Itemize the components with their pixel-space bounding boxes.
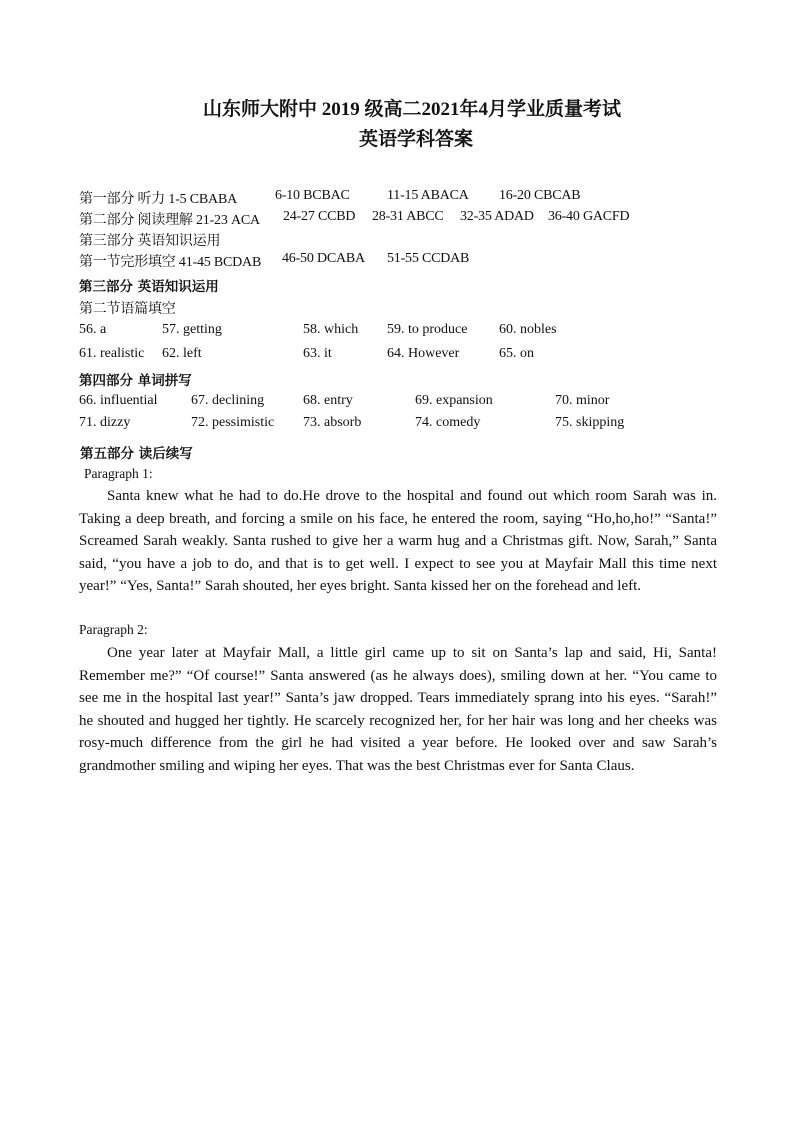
section2-label: 第二节语篇填空 <box>79 302 176 317</box>
fill-answer: 62. left <box>162 346 202 361</box>
part4-heading: 第四部分 单词拼写 <box>79 373 192 389</box>
spell-answer: 70. minor <box>555 393 610 408</box>
spell-answer: 71. dizzy <box>79 415 131 430</box>
fill-answer: 60. nobles <box>499 322 557 337</box>
fill-answer: 56. a <box>79 322 107 337</box>
spell-answer: 67. declining <box>191 393 265 408</box>
part3-heading: 第三部分 英语知识运用 <box>79 279 219 295</box>
part2-label: 第二部分 阅读理解 21-23 ACA <box>79 213 260 228</box>
section1-answer-3: 51-55 CCDAB <box>387 251 470 266</box>
paragraph1-text: Santa knew what he had to do.He drove to the hospital and found out which room Sarah was in. Taking a deep breath, and forcing a smile on his face, he entered the room, saying “Ho,ho,ho!” “Santa!” Screamed Sarah weakly. Santa rushed to give her a warm hug and a Christmas gift. Now, Sarah,” Santa said, “you have a job to do, and that is to get well. I expect to see you at Mayfair Mall this time next year!” “Yes, Santa!” Sarah shouted, her eyes bright. Santa kissed her on the forehead and left. <box>79 488 717 595</box>
part2-answer-4: 32-35 ADAD <box>460 209 534 224</box>
spell-answer: 68. entry <box>303 393 353 408</box>
page-subtitle: 英语学科答案 <box>358 129 473 150</box>
spell-answer: 73. absorb <box>303 415 362 430</box>
fill-answer: 64. However <box>387 346 460 361</box>
page-title: 山东师大附中 2019 级高二2021年4月学业质量考试 <box>202 99 621 120</box>
part1-answer-2: 6-10 BCBAC <box>275 188 350 203</box>
paragraph2-label: Paragraph 2: <box>79 622 148 637</box>
part1-label: 第一部分 听力 1-5 CBABA <box>79 192 237 207</box>
section1-answer-2: 46-50 DCABA <box>282 251 365 266</box>
fill-answer: 59. to produce <box>387 322 468 337</box>
part2-answer-5: 36-40 GACFD <box>548 209 630 224</box>
paragraph1-label: Paragraph 1: <box>84 466 153 481</box>
spell-answer: 66. influential <box>79 393 158 408</box>
fill-answer: 57. getting <box>162 322 222 337</box>
part1-answer-4: 16-20 CBCAB <box>499 188 581 203</box>
part2-answer-2: 24-27 CCBD <box>283 209 356 224</box>
fill-answer: 61. realistic <box>79 346 145 361</box>
part5-heading: 第五部分 读后续写 <box>80 446 193 462</box>
paragraph2-text: One year later at Mayfair Mall, a little girl came up to sit on Santa’s lap and said, Hi, Santa! Remember me?” “Of course!” Santa answered (as he always does), smiling down at her. “You came to see me in the hospital last year!” Santa’s jaw dropped. Tears immediately sprang into his eyes. “Sarah!” he shouted and hugged her tightly. He scarcely recognized her, for her hair was long and her cheeks was rosy-much difference from the girl he had visited a year before. He looked over and saw Sarah’s grandmother smiling and wiping her eyes. That was the best Christmas ever for Santa Claus. <box>79 645 717 774</box>
fill-answer: 63. it <box>303 346 332 361</box>
fill-answer: 65. on <box>499 346 534 361</box>
spell-answer: 75. skipping <box>555 415 625 430</box>
spell-answer: 72. pessimistic <box>191 415 275 430</box>
spell-answer: 74. comedy <box>415 415 481 430</box>
part1-answer-3: 11-15 ABACA <box>387 188 469 203</box>
part2-answer-3: 28-31 ABCC <box>372 209 444 224</box>
fill-answer: 58. which <box>303 322 359 337</box>
section1-label: 第一节完形填空 41-45 BCDAB <box>79 255 262 270</box>
part3-intro: 第三部分 英语知识运用 <box>79 234 221 249</box>
spell-answer: 69. expansion <box>415 393 493 408</box>
